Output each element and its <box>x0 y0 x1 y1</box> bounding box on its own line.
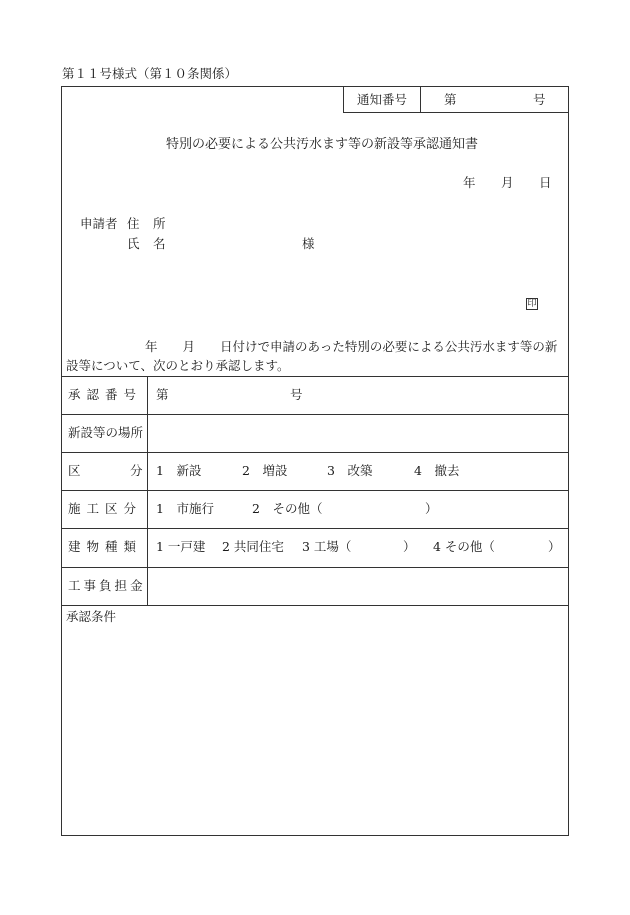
construction-option: ） <box>425 501 438 516</box>
table-line-top <box>61 376 569 377</box>
approval-no-dai: 第 <box>156 387 169 402</box>
label-column-divider <box>147 376 148 605</box>
building-option: ） <box>403 539 416 554</box>
address-label-1: 住 <box>127 216 140 231</box>
building-option: 3 工場（ <box>302 539 352 554</box>
table-line <box>61 567 569 568</box>
honorific: 様 <box>302 236 315 251</box>
form-frame <box>61 86 569 836</box>
date-month: 月 <box>501 175 514 190</box>
row-label-category-1: 区 <box>68 463 81 478</box>
name-label-1: 氏 <box>127 236 140 251</box>
row-label-construction: 施 工 区 分 <box>68 501 137 516</box>
table-line <box>61 414 569 415</box>
conditions-label: 承認条件 <box>66 609 117 624</box>
row-label-category-2: 分 <box>130 463 143 478</box>
form-number: 第１１号様式（第１０条関係） <box>62 66 238 81</box>
approval-no-go: 号 <box>290 387 303 402</box>
category-option: 3 改築 <box>327 463 373 478</box>
notice-go: 号 <box>533 92 546 107</box>
table-line <box>61 490 569 491</box>
approval-statement <box>66 337 566 375</box>
table-line <box>61 452 569 453</box>
seal-mark: 印 <box>527 299 537 309</box>
notice-label: 通知番号 <box>357 92 408 107</box>
date-day: 日 <box>539 175 552 190</box>
row-label-building: 建 物 種 類 <box>68 539 137 554</box>
body-year: 年 <box>145 339 158 354</box>
date-year: 年 <box>463 175 476 190</box>
construction-option: 2 その他（ <box>252 501 323 516</box>
table-line <box>61 528 569 529</box>
body-month: 月 <box>182 339 196 354</box>
notice-dai: 第 <box>444 92 457 107</box>
table-line-bottom <box>61 605 569 606</box>
row-label-approval-no: 承 認 番 号 <box>68 387 137 402</box>
row-label-cost: 工 事 負 担 金 <box>68 578 143 593</box>
category-option: 4 撤去 <box>414 463 460 478</box>
document-title: 特別の必要による公共汚水ます等の新設等承認通知書 <box>166 137 479 152</box>
building-option: 4 その他（ <box>433 539 495 554</box>
address-label-2: 所 <box>153 216 166 231</box>
applicant-label: 申請者 <box>80 216 118 231</box>
building-option: ） <box>548 539 561 554</box>
category-option: 1 新設 <box>156 463 202 478</box>
category-option: 2 増設 <box>242 463 288 478</box>
building-option: 1 一戸建 <box>156 539 206 554</box>
name-label-2: 名 <box>153 236 166 251</box>
row-label-location: 新設等の場所 <box>68 425 144 440</box>
building-option: 2 共同住宅 <box>222 539 284 554</box>
construction-option: 1 市施行 <box>156 501 214 516</box>
body-rest: 日付けで申請のあった特別の必要による公共汚水ます等の新設等について、次のとおり承認します。 <box>66 339 558 373</box>
notice-divider <box>420 87 421 112</box>
